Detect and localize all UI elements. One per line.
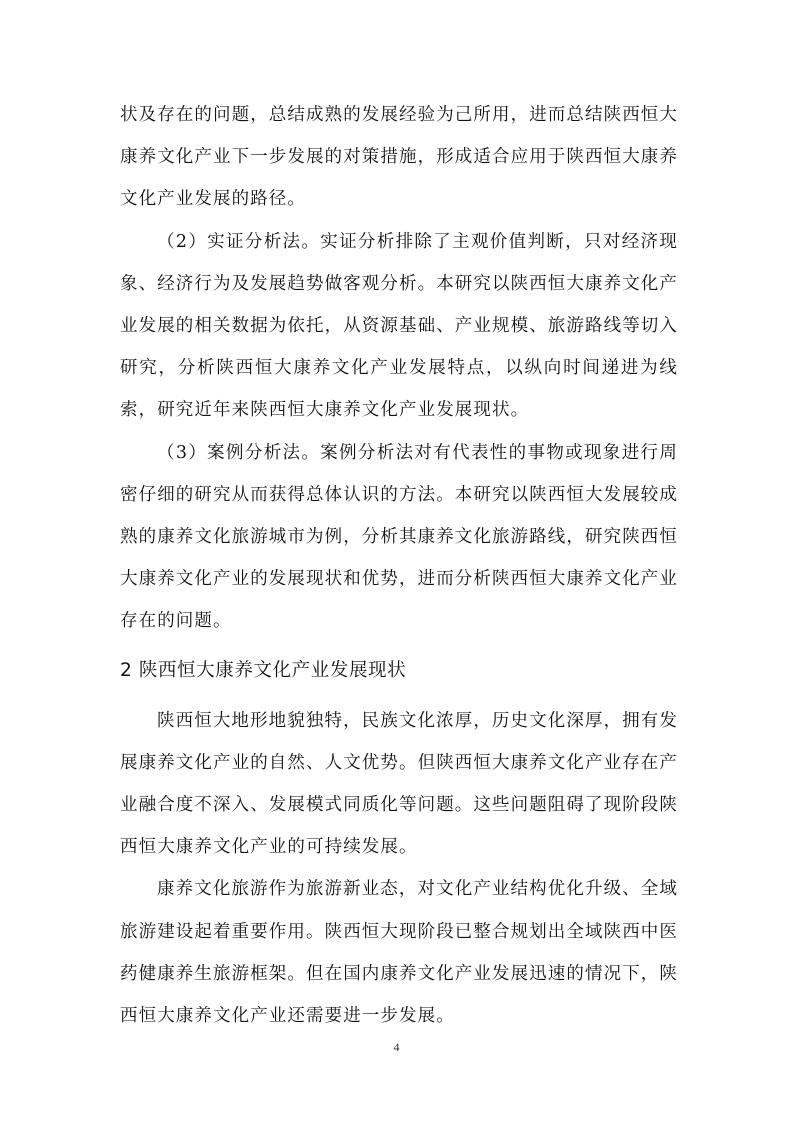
page-body (120, 94, 678, 1037)
paragraph-health-tourism: 康养文化旅游作为旅游新业态，对文化产业结构优化升级、全域旅游建设起着重要作用。陕西恒大现阶段已整合规划出全域陕西中医药健康养生旅游框架。但在国内康养文化产业发展迅速的情况下，陕西恒大康养文化产业还需要进一步发展。 (120, 879, 678, 1027)
paragraph-continued: 状及存在的问题，总结成熟的发展经验为己所用，进而总结陕西恒大康养文化产业下一步发展的对策措施，形成适合应用于陕西恒大康养文化产业发展的路径。 (120, 105, 678, 210)
paragraph-empirical-analysis: （2）实证分析法。实证分析排除了主观价值判断，只对经济现象、经济行为及发展趋势做客观分析。本研究以陕西恒大康养文化产业发展的相关数据为依托，从资源基础、产业规模、旅游路线等切入研究，分析陕西恒大康养文化产业发展特点，以纵向时间递进为线索，研究近年来陕西恒大康养文化产业发展现状。 (120, 231, 678, 421)
section-heading: 2 陕西恒大康养文化产业发展现状 (120, 659, 407, 681)
page-number: 4 (393, 1040, 400, 1054)
paragraph-case-analysis: （3）案例分析法。案例分析法对有代表性的事物或现象进行周密仔细的研究从而获得总体认识的方法。本研究以陕西恒大发展较成熟的康养文化旅游城市为例，分析其康养文化旅游路线，研究陕西恒大康养文化产业的发展现状和优势，进而分析陕西恒大康养文化产业存在的问题。 (120, 442, 678, 632)
paragraph-section-intro: 陕西恒大地形地貌独特，民族文化浓厚，历史文化深厚，拥有发展康养文化产业的自然、人文优势。但陕西恒大康养文化产业存在产业融合度不深入、发展模式同质化等问题。这些问题阻碍了现阶段陕西恒大康养文化产业的可持续发展。 (120, 710, 678, 858)
